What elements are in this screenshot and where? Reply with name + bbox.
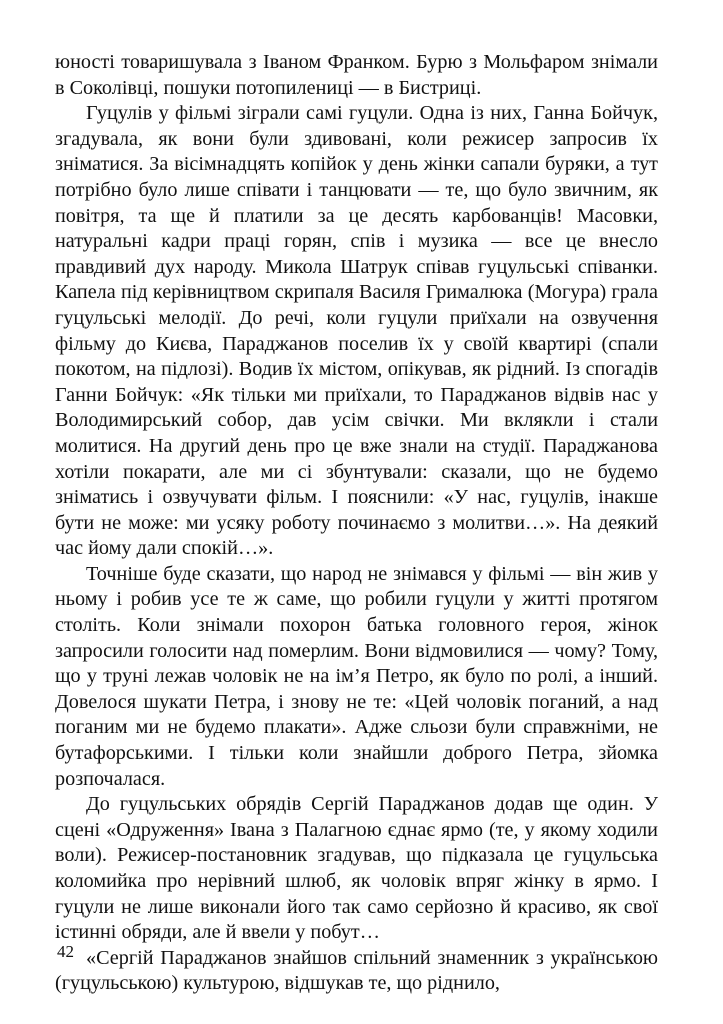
paragraph-quote-start: «Сергій Параджанов знайшов спільний знаменник з українською (гуцульською) культурою, відшукав те, що ріднило, [55,946,658,995]
body-text [55,50,658,997]
paragraph-wedding-rite: До гуцульських обрядів Сергій Параджанов додав ще один. У сцені «Одруження» Івана з Палагною єднає ярмо (те, у якому ходили воли). Режисер-постановник згадував, що підказала це гуцульська коломийка про нерівний шлюб, як чоловік впряг жінку в ярмо. І гуцули не лише виконали його так само серйозно й красиво, як свої істинні обряди, але й ввели у побут… [55,793,658,944]
paragraph-people-lived-in-film: Точніше буде сказати, що народ не знімався у фільмі — він жив у ньому і робив усе те ж саме, що робили гуцули у житті протягом століть. Коли знімали похорон батька головного героя, жінок запросили голосити над померлим. Вони відмовилися — чому? Тому, що у труні лежав чоловік не на ім’я Петро, як було по ролі, а інший. Довелося шукати Петра, і знову не те: «Цей чоловік поганий, а над поганим ми не будемо плакати». Адже сльози були справжніми, не бутафорськими. І тільки коли знайшли доброго Петра, зйомка розпочалася. [55,562,658,790]
paragraph-continuation: юності товаришувала з Іваном Франком. Бурю з Мольфаром знімали в Соколівці, пошуки потопилениці — в Бистриці. [55,51,658,99]
page-number: 42 [57,942,74,961]
paragraph-hutsul-actors: Гуцулів у фільмі зіграли самі гуцули. Одна із них, Ганна Бойчук, згадувала, як вони були здивовані, коли режисер запросив їх зніматися. За вісімнадцять копійок у день жінки сапали буряки, а тут потрібно було лише співати і танцювати — те, що було звичним, як повітря, та ще й платили за це десять карбованців! Масовки, натуральні кадри праці горян, спів і музика — все це внесло правдивий дух народу. Микола Шатрук співав гуцульські співанки. Капела під керівництвом скрипаля Василя Грималюка (Могура) грала гуцульські мелодії. До речі, коли гуцули приїхали на озвучення фільму до Києва, Параджанов поселив їх у своїй квартирі (спали покотом, на підлозі). Водив їх містом, опікував, як рідний. Із спогадів Ганни Бойчук: «Як тільки ми приїхали, то Параджанов відвів нас у Володимирський собор, дав усім свічки. Ми вклякли і стали молитися. На другий день про це вже знали на студії. Параджанова хотіли покарати, але ми сі збунтували: сказали, що не будемо зніматись і озвучувати фільм. І пояснили: «У нас, гуцулів, інакше бути не може: ми усяку роботу починаємо з молитви…». На деякий час йому дали спокій…». [55,102,658,560]
